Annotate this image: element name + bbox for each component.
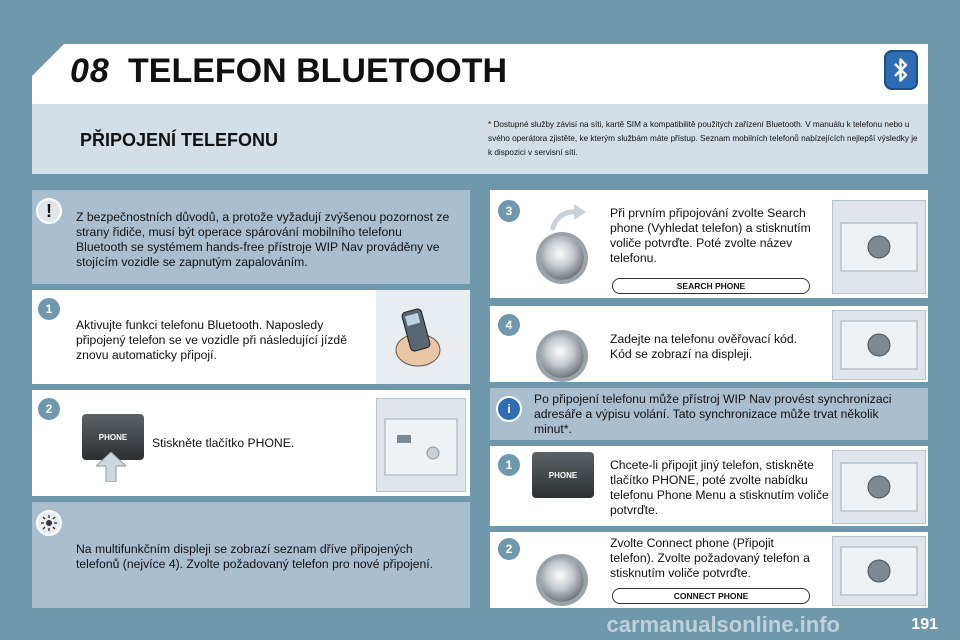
step3-badge: 3 xyxy=(496,198,522,224)
tip-text: Na multifunkčním displeji se zobrazí seznam dříve připojených telefonů (nejvíce 4). Zvolte požadovaný telefon pro nové připojení. xyxy=(76,542,434,571)
step1-text: Aktivujte funkci telefonu Bluetooth. Naposledy připojený telefon se ve vozidle při následující jízdě znovu automaticky připojí. xyxy=(76,318,347,362)
info-icon: i xyxy=(496,396,522,422)
bluetooth-icon xyxy=(884,50,918,90)
radio-panel-image xyxy=(832,310,926,380)
chapter-number: 08 xyxy=(70,52,110,90)
alt-step2-text: Zvolte Connect phone (Připojit telefon). Zvolte požadovaný telefon a stisknutím voliče potvrďte. xyxy=(610,536,810,580)
arrow-up-icon xyxy=(96,452,126,487)
radio-panel-image xyxy=(832,450,926,524)
warning-text: Z bezpečnostních důvodů, a protože vyžadují zvýšenou pozornost ze strany řidiče, musí být operace spárování mobilního telefonu Bluetooth se systémem hands-free přístroje WIP Nav prováděny ve stojícím vozidle se zapnutým zapalováním. xyxy=(76,210,450,269)
warning-icon: ! xyxy=(36,198,62,224)
step3-text: Při prvním připojování zvolte Search phone (Vyhledat telefon) a stisknutím voliče potvrďte. Poté zvolte název telefonu. xyxy=(610,206,811,265)
phone-key-icon: PHONE xyxy=(82,414,144,460)
section-title: PŘIPOJENÍ TELEFONU xyxy=(80,130,279,150)
step1-badge: 1 xyxy=(36,296,62,322)
info-text: Po připojení telefonu může přístroj WIP Nav provést synchronizaci adresáře a výpisu volání. Tato synchronizace může trvat několik minut*. xyxy=(534,392,892,436)
alt-step2-badge: 2 xyxy=(496,536,522,562)
step4-badge: 4 xyxy=(496,312,522,338)
step4-text: Zadejte na telefonu ověřovací kód. Kód se zobrazí na displeji. xyxy=(610,332,797,361)
alt-step1-text: Chcete-li připojit jiný telefon, stiskněte tlačítko PHONE, poté zvolte nabídku telefonu Phone Menu a stisknutím voliče potvrďte. xyxy=(610,458,829,517)
connect-phone-label: CONNECT PHONE xyxy=(612,588,810,604)
radio-panel-image xyxy=(832,200,926,294)
search-phone-label: SEARCH PHONE xyxy=(612,278,810,294)
page-number: 191 xyxy=(911,616,938,633)
watermark: carmanualsonline.info xyxy=(606,612,840,637)
selector-knob-icon xyxy=(540,558,584,602)
radio-unit-image xyxy=(376,398,466,492)
sun-icon xyxy=(36,510,62,536)
step2-text: Stiskněte tlačítko PHONE. xyxy=(152,436,295,450)
radio-panel-image xyxy=(832,536,926,606)
phone-key-icon: PHONE xyxy=(532,452,594,498)
selector-knob-icon xyxy=(540,334,584,378)
page-title: TELEFON BLUETOOTH xyxy=(128,52,508,90)
footnote: * Dostupné služby závisí na síti, kartě SIM a kompatibilitě použitých zařízení Bluetooth. V manuálu k telefonu nebo u svého operátora zjistěte, ke kterým službám máte přístup. Seznam mobilních telefonů nabízejících nejlepší výsledky je k dispozici v servisní síti. xyxy=(488,120,918,157)
rotate-arrow-icon xyxy=(548,204,588,239)
alt-step1-badge: 1 xyxy=(496,452,522,478)
selector-knob-icon xyxy=(540,236,584,280)
phone-hand-image xyxy=(376,290,470,384)
step2-badge: 2 xyxy=(36,396,62,422)
